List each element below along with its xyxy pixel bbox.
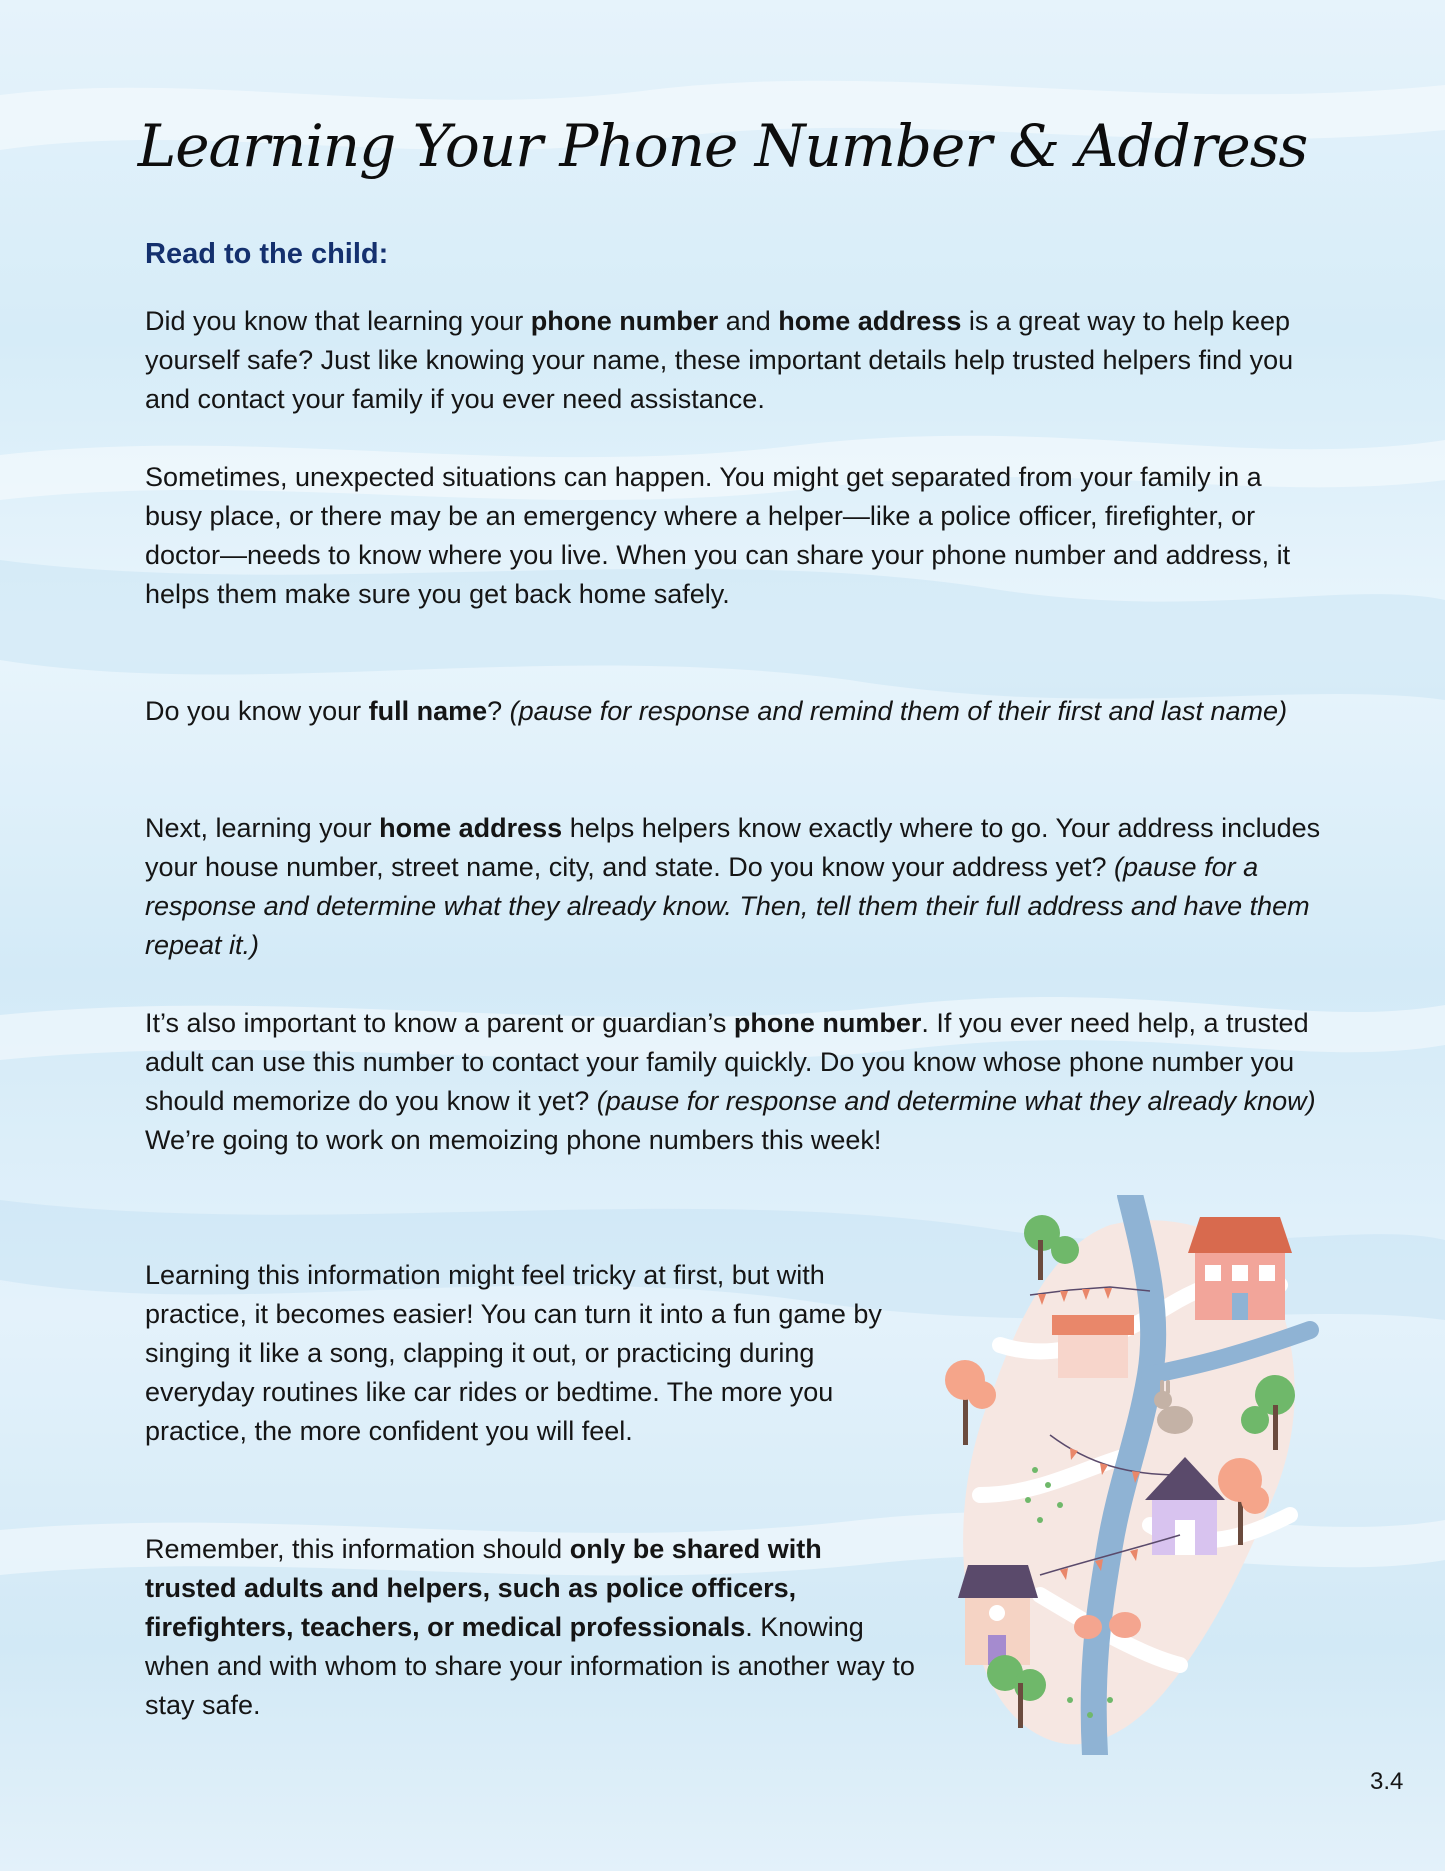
emphasis-home-address: home address <box>379 813 563 843</box>
text: Learning this information might feel tricky at first, but with practice, it becomes easier! You can turn it into a fun game by singing it like a song, clapping it out, or practicing during everyday routines like car rides or bedtime. The more you practice, the more confident you will feel. <box>145 1260 882 1446</box>
paragraph-home-address <box>145 809 1325 965</box>
paragraph-unexpected-situations <box>145 458 1325 614</box>
paragraph-remember <box>145 1530 915 1725</box>
text: It’s also important to know a parent or guardian’s <box>145 1008 734 1038</box>
neighborhood-map-illustration <box>920 1195 1320 1755</box>
paragraph-phone-number <box>145 1004 1325 1160</box>
text: Did you know that learning your <box>145 306 531 336</box>
instruction-note: (pause for a response and determine what they already know. Then, tell them their full address and have them repeat it.) <box>145 852 1310 960</box>
page-title: Learning Your Phone Number & Address <box>137 112 1308 180</box>
text: helps helpers know exactly where to go. Your address includes your house number, street name, city, and state. Do you know your address yet? <box>145 813 1321 882</box>
house-icon <box>1188 1217 1292 1320</box>
emphasis-full-name: full name <box>368 696 488 726</box>
text: is a great way to help keep yourself safe? Just like knowing your name, these important details help trusted helpers find you and contact your family if you ever need assistance. <box>145 306 1294 414</box>
emphasis-home-address: home address <box>778 306 962 336</box>
text: . Knowing when and with whom to share your information is another way to stay safe. <box>145 1612 915 1720</box>
instruction-note: (pause for response and remind them of their first and last name) <box>509 696 1288 726</box>
text: and <box>718 306 779 336</box>
text: Next, learning your <box>145 813 380 843</box>
page-number: 3.4 <box>1370 1768 1404 1795</box>
instruction-note: (pause for response and determine what they already know) <box>596 1086 1316 1116</box>
text: ? <box>487 696 510 726</box>
paragraph-practice <box>145 1256 915 1451</box>
paragraph-full-name <box>145 692 1325 731</box>
text: . If you ever need help, a trusted adult can use this number to contact your family quickly. Do you know whose phone number you should memorize do you know it yet? <box>145 1008 1309 1116</box>
house-icon <box>958 1565 1038 1665</box>
text: Do you know your <box>145 696 369 726</box>
read-to-child-label: Read to the child: <box>145 238 389 270</box>
text: We’re going to work on memoizing phone numbers this week! <box>145 1125 882 1155</box>
emphasis-trusted-adults: only be shared with trusted adults and helpers, such as police officers, firefighters, teachers, or medical professionals <box>145 1534 822 1642</box>
paragraph-intro <box>145 302 1325 419</box>
market-stall-icon <box>1052 1315 1134 1378</box>
emphasis-phone-number: phone number <box>530 306 719 336</box>
emphasis-phone-number: phone number <box>733 1008 922 1038</box>
text: Remember, this information should <box>145 1534 570 1564</box>
text: Sometimes, unexpected situations can happen. You might get separated from your family in a busy place, or there may be an emergency where a helper—like a police officer, firefighter, or doctor—needs to know where you live. When you can share your phone number and address, it helps them make sure you get back home safely. <box>145 462 1291 609</box>
